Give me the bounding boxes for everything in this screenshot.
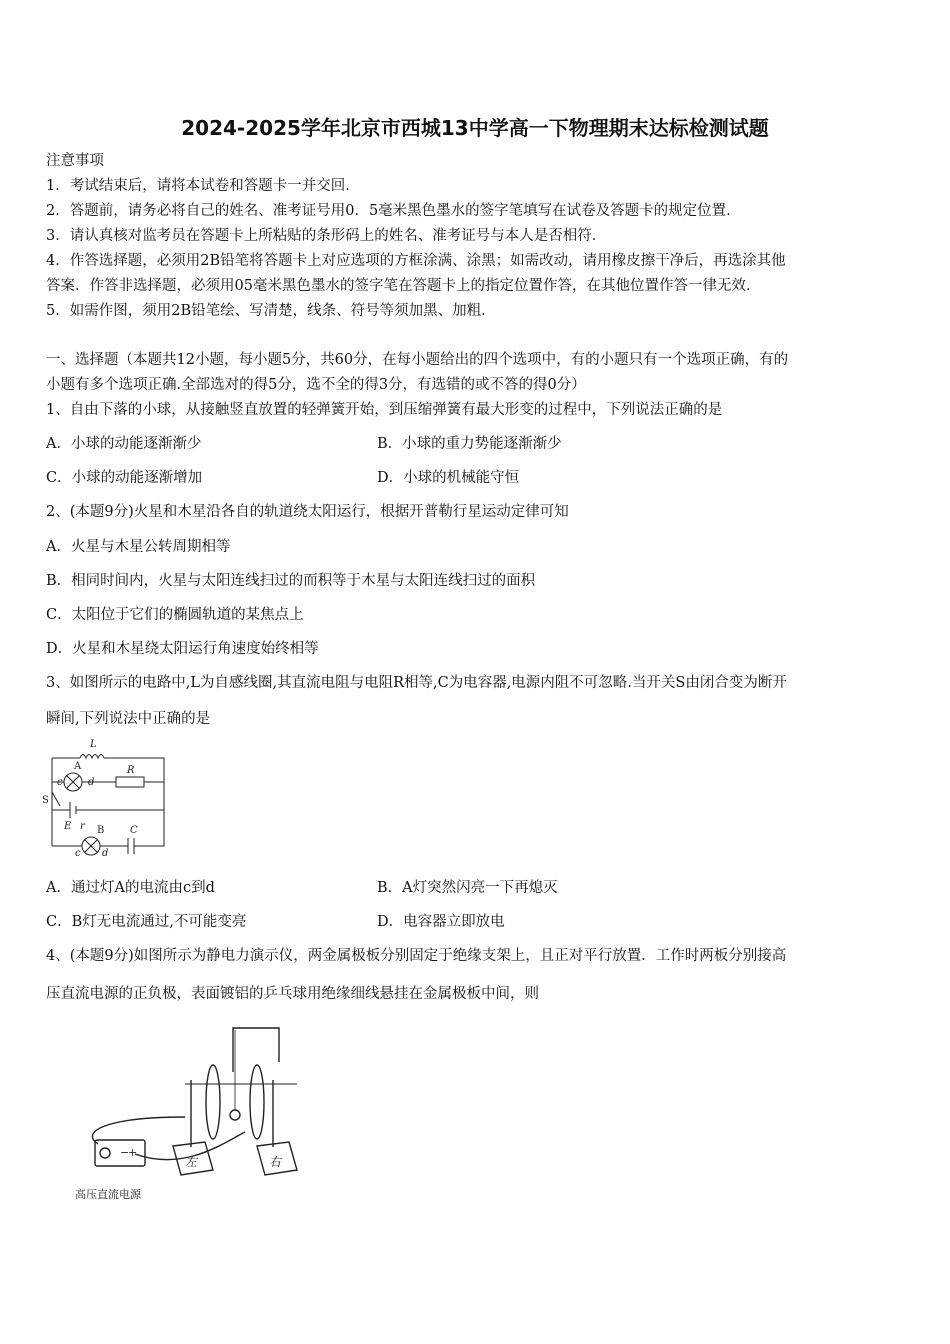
- section-intro-cont: 小题有多个选项正确.全部选对的得5分，选不全的得3分，有选错的或不答的得0分）: [46, 377, 586, 393]
- q2-option-d: D．火星和木星绕太阳运行角速度始终相等: [46, 641, 319, 657]
- lamp-a-cross: [67, 776, 80, 789]
- q1-option-c: C．小球的动能逐渐增加: [46, 470, 203, 486]
- q3-circuit-figure: [40, 736, 175, 861]
- q3-option-b: B．A灯突然闪亮一下再熄灭: [377, 880, 558, 896]
- notice-item: 答案．作答非选择题，必须用05毫米黑色墨水的签字笔在答题卡上的指定位置作答，在其他位置作答一律无效．: [46, 278, 761, 294]
- lamp-b-cross: [85, 840, 98, 853]
- notice-item: 4．作答选择题，必须用2B铅笔将答题卡上对应选项的方框涂满、涂黑；如需改动，请用橡皮擦干净后，再选涂其他: [46, 253, 786, 269]
- q1-stem: 1、自由下落的小球，从接触竖直放置的轻弹簧开始，到压缩弹簧有最大形变的过程中，下列说法正确的是: [46, 402, 723, 418]
- section-intro: 一、选择题（本题共12小题，每小题5分，共60分，在每小题给出的四个选项中，有的小题只有一个选项正确，有的: [46, 352, 789, 368]
- q2-option-b: B．相同时间内，火星与太阳连线扫过的而积等于木星与太阳连线扫过的面积: [46, 573, 536, 589]
- q3-option-c: C．B灯无电流通过,不可能变亮: [46, 914, 247, 930]
- power-minus: −: [120, 1146, 130, 1159]
- q1-option-b: B．小球的重力势能逐渐渐少: [377, 436, 562, 452]
- notice-item: 3．请认真核对监考员在答题卡上所粘贴的条形码上的姓名、准考证号与本人是否相符．: [46, 228, 607, 244]
- power-knob: [100, 1148, 110, 1158]
- label-b: B: [97, 825, 105, 836]
- notice-heading: 注意事项: [46, 153, 104, 169]
- q4-stem-cont: 压直流电源的正负极，表面镀铝的乒乓球用绝缘细线悬挂在金属极板中间，则: [46, 986, 539, 1002]
- label-r-resistor: R: [127, 765, 135, 776]
- notice-item: 1．考试结束后，请将本试卷和答题卡一并交回．: [46, 178, 360, 194]
- q3-stem-cont: 瞬间,下列说法中正确的是: [46, 711, 211, 727]
- resistor-r: [116, 777, 144, 787]
- label-c-bottom: c: [75, 848, 81, 859]
- battery-e: [52, 802, 164, 818]
- figure-caption: 高压直流电源: [75, 1188, 141, 1201]
- notice-item: 5．如需作图，须用2B铅笔绘、写清楚，线条、符号等须加黑、加粗．: [46, 303, 496, 319]
- pingpong-ball: [230, 1110, 240, 1120]
- label-r-internal: r: [80, 821, 85, 832]
- page-title: 2024-2025学年北京市西城13中学高一下物理期末达标检测试题: [181, 116, 769, 140]
- q4-stem: 4、(本题9分)如图所示为静电力演示仪，两金属极板分别固定于绝缘支架上，且正对平行放置．工作时两板分别接高: [46, 948, 787, 964]
- inductor-coil: [80, 755, 104, 759]
- switch-s: [52, 792, 60, 806]
- label-c: c: [57, 777, 63, 788]
- q4-electrostatic-figure: [65, 1022, 310, 1207]
- label-l: L: [90, 739, 97, 750]
- q2-stem: 2、(本题9分)火星和木星沿各自的轨道绕太阳运行，根据开普勒行星运动定律可知: [46, 504, 569, 520]
- label-a: A: [74, 761, 82, 772]
- label-d: d: [88, 777, 95, 788]
- q1-option-a: A．小球的动能逐渐渐少: [46, 436, 202, 452]
- left-plate: [206, 1065, 220, 1139]
- label-right-base: 右: [269, 1155, 282, 1169]
- right-plate: [250, 1065, 264, 1139]
- label-left-base: 左: [185, 1155, 198, 1169]
- q3-option-a: A．通过灯A的电流由c到d: [46, 880, 215, 896]
- q2-option-a: A．火星与木星公转周期相等: [46, 539, 231, 555]
- q3-stem: 3、如图所示的电路中,L为自感线圈,其直流电阻与电阻R相等,C为电容器,电源内阻不可忽略.当开关S由闭合变为断开: [46, 675, 787, 691]
- q1-option-d: D．小球的机械能守恒: [377, 470, 520, 486]
- q3-option-d: D．电容器立即放电: [377, 914, 505, 930]
- notice-item: 2．答题前，请务必将自己的姓名、准考证号用0．5毫米黑色墨水的签字笔填写在试卷及答题卡的规定位置．: [46, 203, 741, 219]
- label-s: S: [42, 795, 49, 806]
- power-plus: +: [128, 1146, 138, 1159]
- label-d-bottom: d: [102, 848, 109, 859]
- label-capacitor: C: [130, 825, 138, 836]
- q2-option-c: C．太阳位于它们的椭圆轨道的某焦点上: [46, 607, 304, 623]
- label-e: E: [64, 821, 72, 832]
